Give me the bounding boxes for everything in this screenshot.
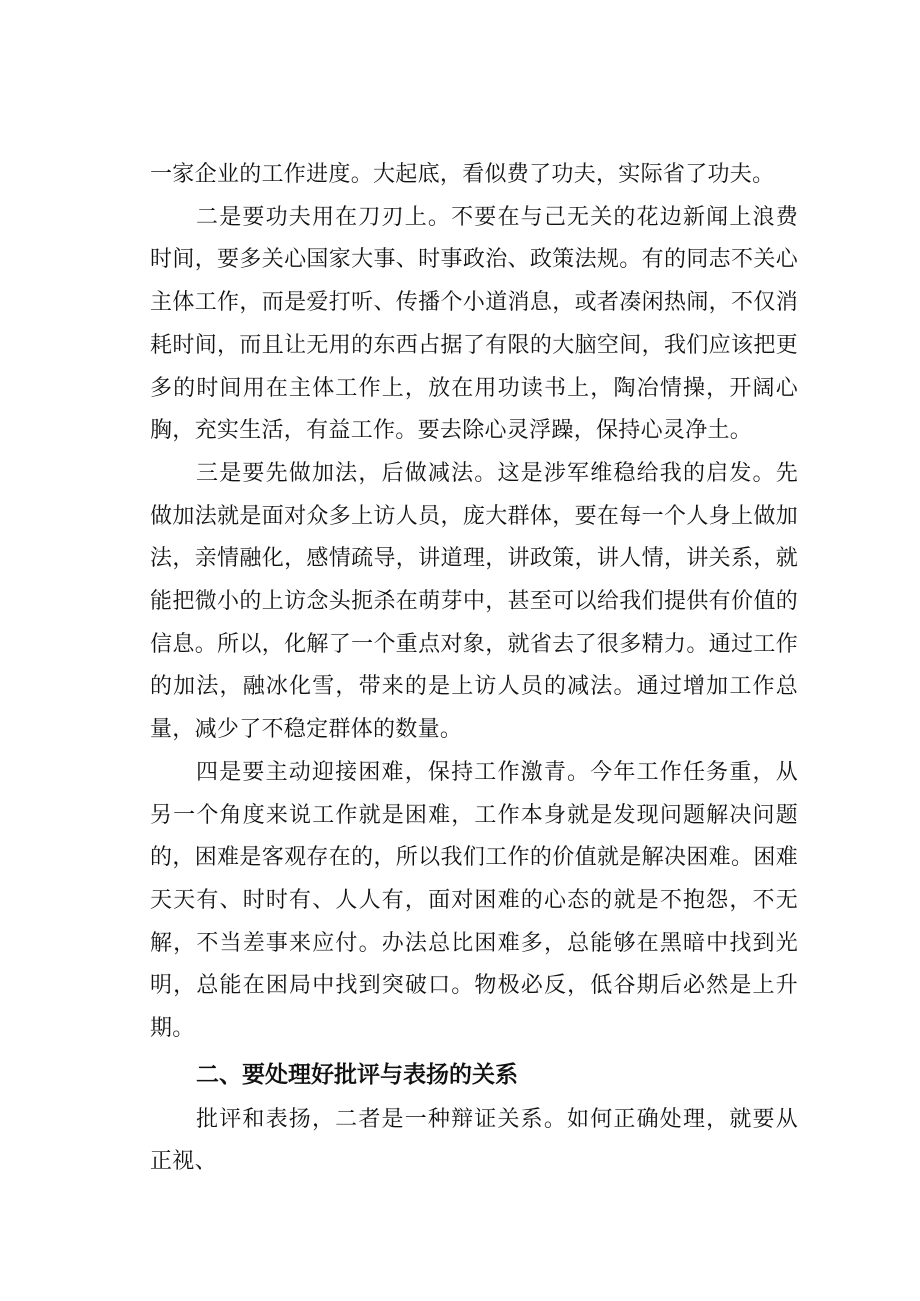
paragraph-continuation: 一家企业的工作进度。大起底，看似费了功夫，实际省了功夫。	[150, 162, 775, 187]
section-heading: 二、要处理好批评与表扬的关系	[196, 1061, 518, 1088]
paragraph-point-four: 四是要主动迎接困难，保持工作激青。今年工作任务重，从另一个角度来说工作就是困难，工作本身就是发现问题解决问题的，困难是客观存在的，所以我们工作的价值就是解决困难。困难天天有、时时有、人人有，面对困难的心态的就是不抱怨，不无解，不当差事来应付。办法总比困难多，总能够在黑暗中找到光明，总能在困局中找到突破口。物极必反，低谷期后必然是上升期。	[150, 759, 798, 1042]
paragraph-point-two: 二是要功夫用在刀刃上。不要在与己无关的花边新闻上浪费时间，要多关心国家大事、时事政治、政策法规。有的同志不关心主体工作，而是爱打听、传播个小道消息，或者凑闲热闹，不仅消耗时间，而且让无用的东西占据了有限的大脑空间，我们应该把更多的时间用在主体工作上，放在用功读书上，陶冶情操，开阔心胸，充实生活，有益工作。要去除心灵浮躁，保持心灵净土。	[150, 204, 798, 444]
paragraph-point-three: 三是要先做加法，后做减法。这是涉军维稳给我的启发。先做加法就是面对众多上访人员，庞大群体，要在每一个人身上做加法，亲情融化，感情疏导，讲道理，讲政策，讲人情，讲关系，就能把微小的上访念头扼杀在萌芽中，甚至可以给我们提供有价值的信息。所以，化解了一个重点对象，就省去了很多精力。通过工作的加法，融冰化雪，带来的是上访人员的减法。通过增加工作总量，减少了不稳定群体的数量。	[150, 460, 798, 743]
paragraph-section-intro: 批评和表扬，二者是一种辩证关系。如何正确处理，就要从正视、	[150, 1106, 798, 1175]
document-body	[150, 154, 798, 1184]
